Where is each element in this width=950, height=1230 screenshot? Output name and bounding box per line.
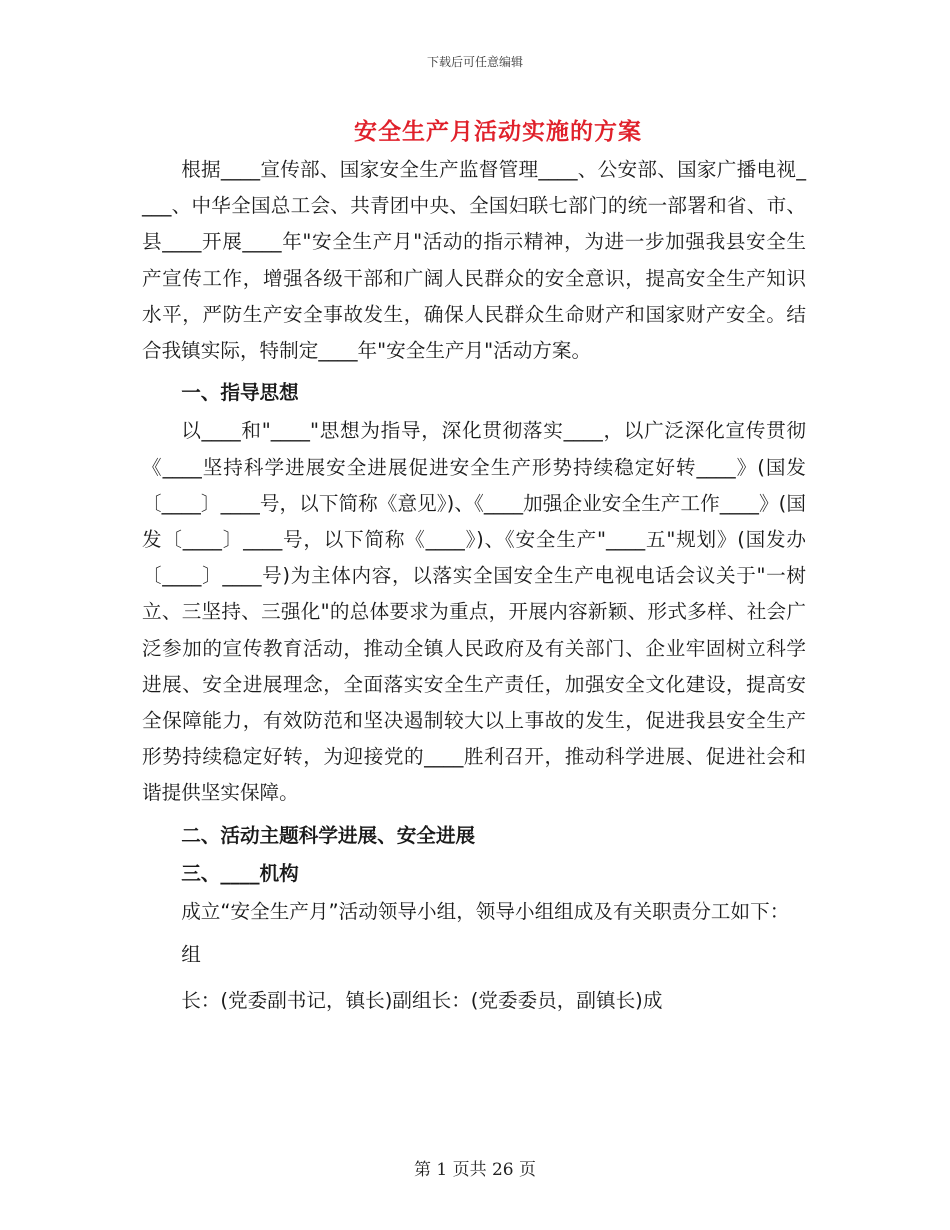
page-footer-number: 第 1 页共 26 页 <box>413 1160 537 1180</box>
section-heading-organization: 三、____机构 <box>181 861 299 885</box>
section-heading-activity-theme: 二、活动主题科学进展、安全进展 <box>181 823 476 847</box>
section-heading-guiding-ideology: 一、指导思想 <box>181 381 299 405</box>
page-header-note: 下载后可任意编辑 <box>426 55 523 69</box>
paragraph-intro: 根据____宣传部、国家安全生产监督管理____、公安部、国家广播电视____、中华全国总工会、共青团中央、全国妇联七部门的统一部署和省、市、县____开展____年"安全生产月"活动的指示精神，为进一步加强我县安全生产宣传工作，增强各级干部和广阔人民群众的安全意识，提高安全生产知识水平，严防生产安全事故发生，确保人民群众生命财产和国家财产安全。结合我镇实际，特制定____年"安全生产月"活动方案。 <box>142 158 806 363</box>
paragraph-leading-group: 成立“安全生产月”活动领导小组，领导小组组成及有关职责分工如下： <box>181 900 790 924</box>
document-title: 安全生产月活动实施的方案 <box>354 119 642 145</box>
paragraph-group-label: 组 <box>181 943 201 967</box>
document-body <box>142 152 806 1020</box>
paragraph-group-members: 长：(党委副书记，镇长)副组长：(党委委员，副镇长)成 <box>181 989 663 1013</box>
paragraph-guiding-ideology: 以____和"____"思想为指导，深化贯彻落实____，以广泛深化宣传贯彻《____坚持科学进展安全进展促进安全生产形势持续稳定好转____》(国发〔____〕____号，以下简称《意见》)、《____加强企业安全生产工作____》(国发〔____〕____号，以下简称《____》)、《安全生产"____五"规划》(国发办〔____〕____号)为主体内容，以落实全国安全生产电视电话会议关于"一树立、三坚持、三强化"的总体要求为重点，开展内容新颖、形式多样、社会广泛参加的宣传教育活动，推动全镇人民政府及有关部门、企业牢固树立科学进展、安全进展理念，全面落实安全生产责任，加强安全文化建设，提高安全保障能力，有效防范和坚决遏制较大以上事故的发生，促进我县安全生产形势持续稳定好转，为迎接党的____胜利召开，推动科学进展、促进社会和谐提供坚实保障。 <box>142 419 806 805</box>
